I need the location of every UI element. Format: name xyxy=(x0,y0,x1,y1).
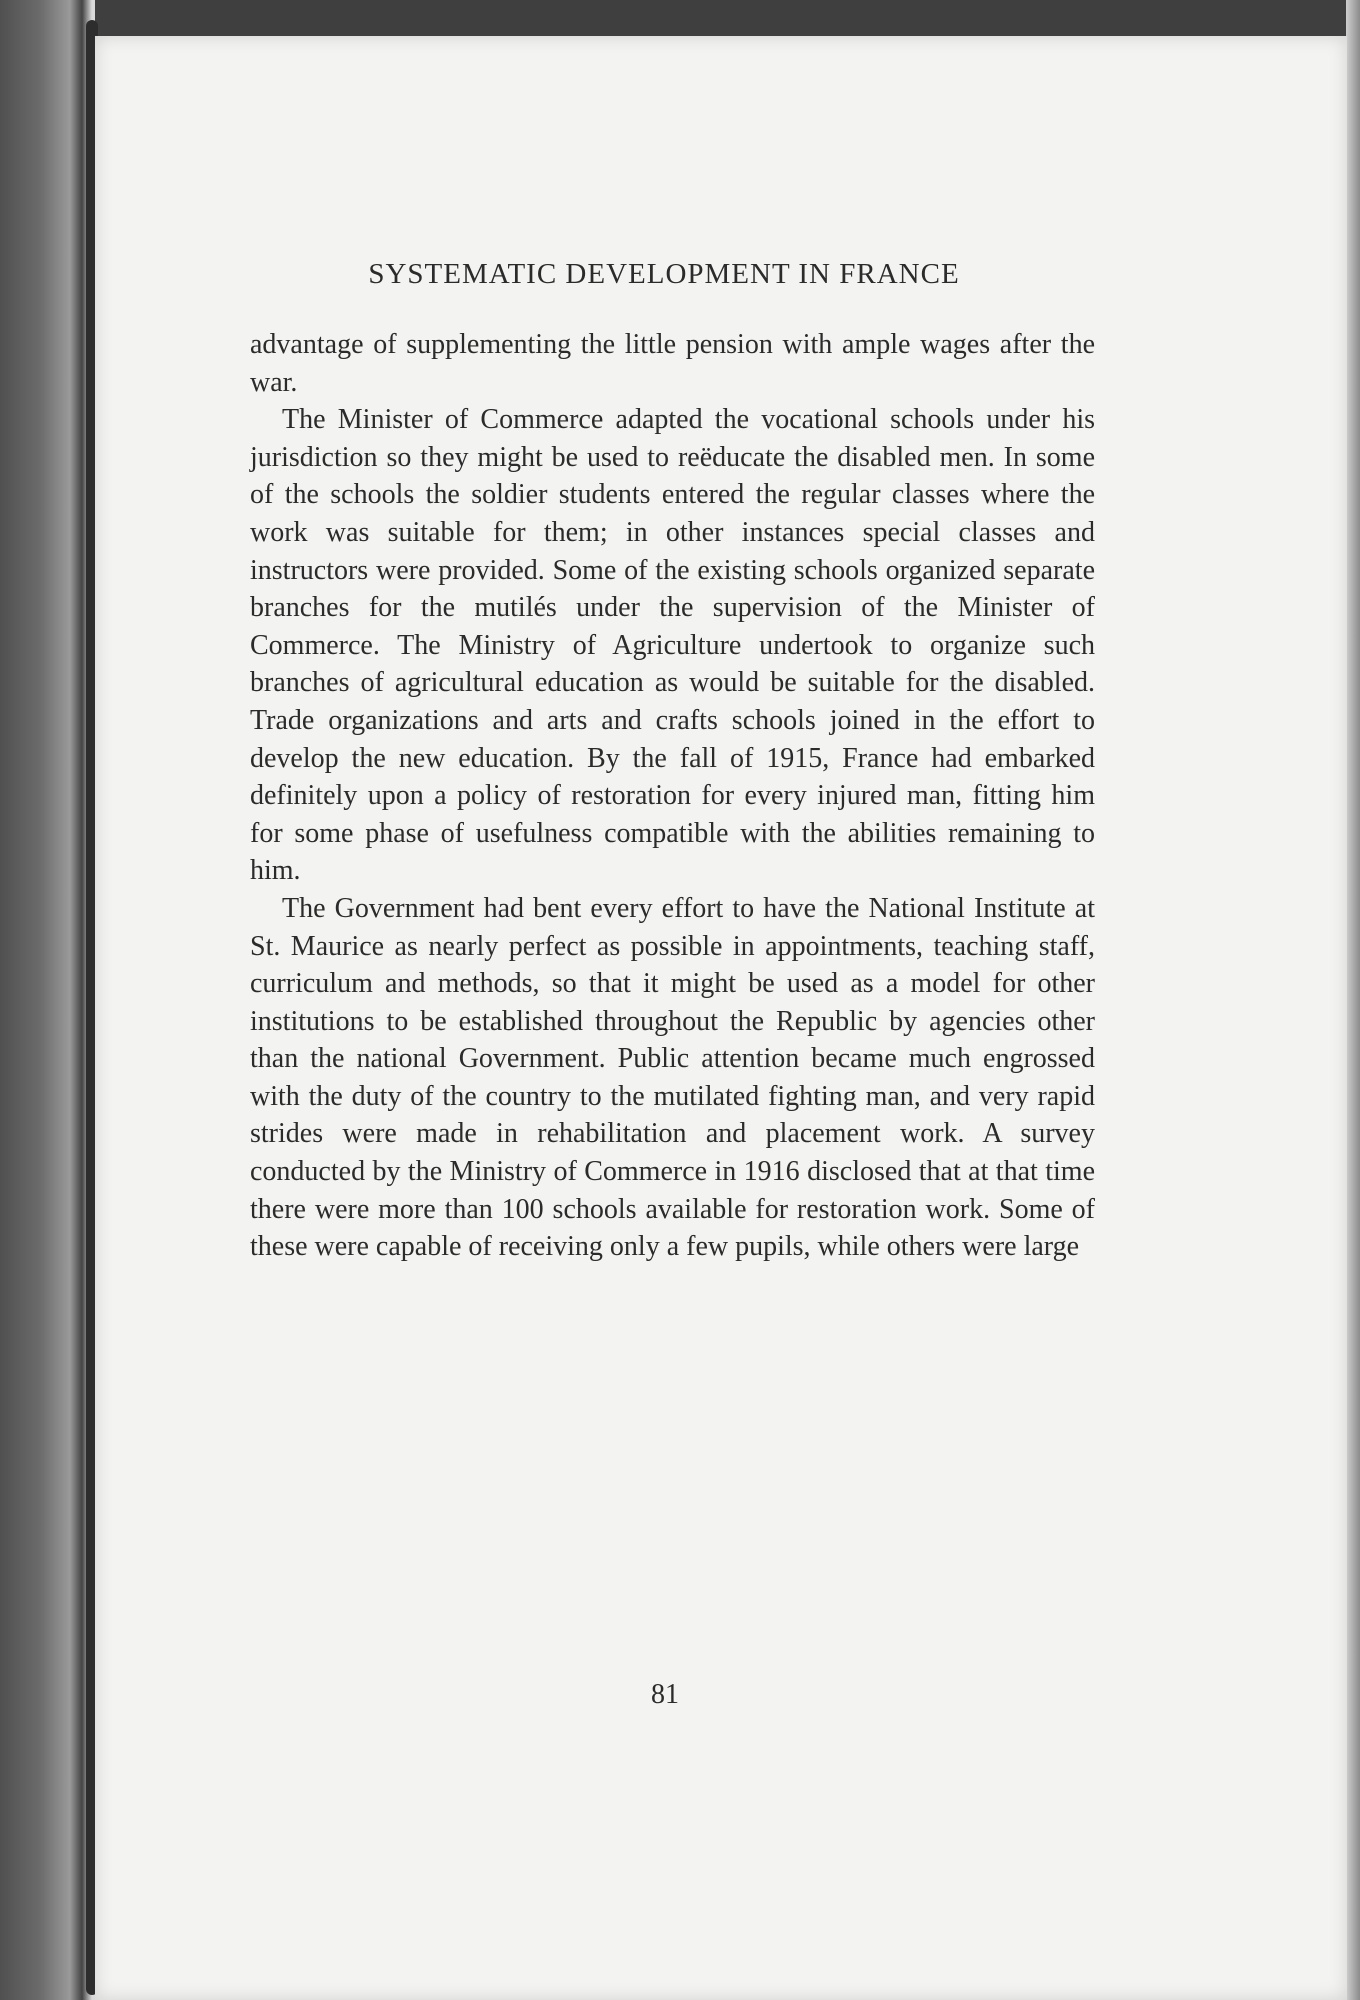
book-page xyxy=(95,36,1347,2000)
book-binding xyxy=(0,0,95,2000)
paragraph: advantage of supplementing the little pension with ample wages after the war. xyxy=(250,329,1095,398)
body-text xyxy=(250,326,1095,1266)
page-content xyxy=(250,216,1095,1776)
paragraph: The Government had bent every effort to have the National Institute at St. Maurice as nearly perfect as possible in appointments, teaching staff, curriculum and methods, so that it might be used as a model for other institutions to be established throughout the Republic by agencies other than the national Government. Public attention became much engrossed with the duty of the country to the mutilated fighting man, and very rapid strides were made in rehabilitation and placement work. A survey conducted by the Ministry of Commerce in 1916 disclosed that at that time there were more than 100 schools available for restoration work. Some of these were capable of receiving only a few pupils, while others were large xyxy=(250,892,1095,1263)
page-edge xyxy=(1346,0,1360,2000)
page-number: 81 xyxy=(651,1679,679,1710)
paragraph: The Minister of Commerce adapted the vocational schools under his jurisdiction so they might be used to reëducate the disabled men. In some of the schools the soldier students entered the regular classes where the work was suitable for them; in other instances special classes and instructors were provided. Some of the existing schools organized separate branches for the mutilés under the supervision of the Minister of Commerce. The Ministry of Agriculture undertook to organize such branches of agricultural education as would be suitable for the disabled. Trade organizations and arts and crafts schools joined in the effort to develop the new education. By the fall of 1915, France had embarked definitely upon a policy of restoration for every injured man, fitting him for some phase of usefulness compatible with the abilities remaining to him. xyxy=(250,404,1095,887)
running-head: SYSTEMATIC DEVELOPMENT IN FRANCE xyxy=(368,258,960,290)
